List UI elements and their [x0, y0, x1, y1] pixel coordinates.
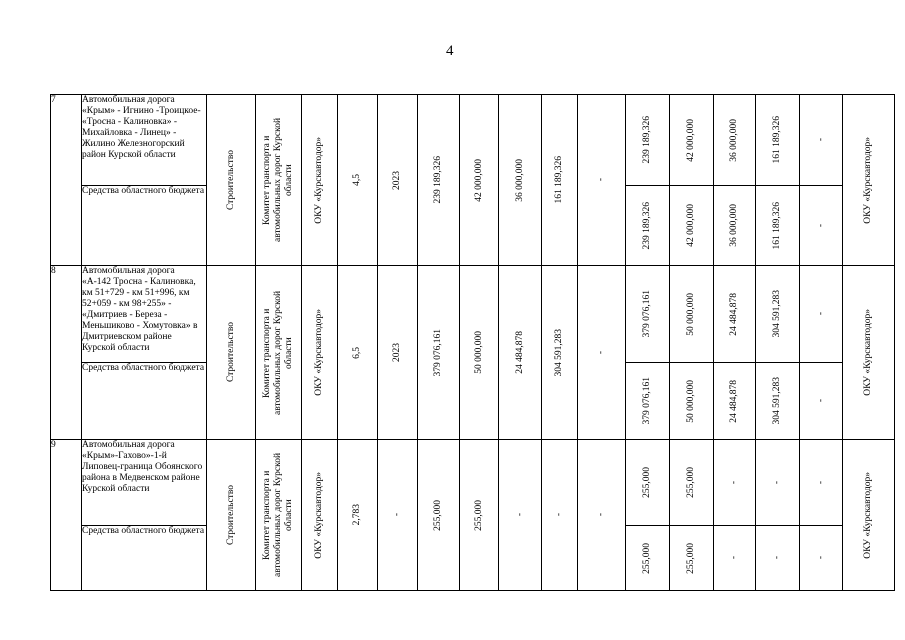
financing-regional-value: 42 000,000: [686, 204, 696, 247]
financing-regional-value: -: [729, 556, 739, 560]
row-number-cell: [51, 95, 82, 266]
customer-cell: [256, 266, 302, 440]
funding-source-cell: [82, 526, 207, 591]
financing-total-value: -: [729, 480, 739, 485]
length-cell: [338, 95, 378, 266]
financing-total-value: 50 000,000: [686, 292, 696, 336]
financing-total-cell: [756, 266, 800, 363]
contractor-cell: [302, 95, 338, 266]
table-row: [51, 266, 895, 363]
customer-cell: [256, 440, 302, 591]
cost-2023-cell: [460, 266, 499, 440]
work-type: Строительство: [225, 322, 236, 383]
commission-year: 2023: [392, 170, 402, 190]
row-number-cell: [51, 440, 82, 591]
total-cost-cell: [418, 95, 460, 266]
financing-total-cell: [670, 266, 714, 363]
object-name-cell: [82, 266, 207, 363]
total-cost-cell: [418, 266, 460, 440]
cost-2026-cell: [578, 266, 626, 440]
financing-total-value: 24 484,878: [729, 292, 739, 336]
funding-source: Средства областного бюджета: [82, 526, 205, 537]
year-cell: [378, 95, 418, 266]
object-name: Автомобильная дорога «Крым» - Игнино -Троицкое- «Тросна - Калиновка» - Михайловка - Линец» - Жилино Железногорский район Курской области: [82, 95, 201, 160]
financing-regional-value: 304 591,283: [772, 377, 782, 425]
commission-year: -: [392, 513, 402, 517]
commission-year: 2023: [392, 343, 402, 362]
length-km: 6,5: [352, 346, 362, 359]
cost-2025-cell: [542, 440, 578, 591]
contractor: ОКУ «Курскавтодор»: [314, 136, 324, 224]
work-type-cell: [207, 266, 256, 440]
customer: Комитет транспорта и автомобильных дорог Курской области: [262, 117, 294, 243]
financing-regional-cell: [756, 186, 800, 266]
financing-regional-value: 50 000,000: [686, 379, 696, 423]
funding-source: Средства областного бюджета: [82, 363, 205, 373]
financing-regional-cell: [800, 363, 843, 440]
financing-regional-value: 36 000,000: [729, 204, 739, 247]
financing-total-value: -: [815, 480, 826, 485]
cost-2023: 42 000,000: [473, 158, 484, 202]
financing-regional-cell: [714, 526, 756, 591]
cost-2023-cell: [460, 95, 499, 266]
customer: Комитет транспорта и автомобильных дорог Курской области: [262, 290, 294, 415]
cost-2023: 255,000: [473, 499, 484, 531]
financing-total-value: 379 076,161: [642, 290, 652, 338]
executor: ОКУ «Курскавтодор»: [863, 136, 873, 224]
financing-regional-value: 379 076,161: [642, 377, 652, 425]
financing-total-value: 36 000,000: [729, 118, 739, 162]
table-row: [51, 95, 895, 186]
contractor-cell: [302, 266, 338, 440]
financing-total-cell: [714, 440, 756, 526]
work-type: Строительство: [225, 149, 236, 211]
financing-total-value: -: [772, 480, 782, 485]
financing-total-value: 255,000: [642, 467, 652, 498]
financing-regional-value: 255,000: [642, 542, 652, 574]
total-cost-cell: [418, 440, 460, 591]
year-cell: [378, 440, 418, 591]
executor: ОКУ «Курскавтодор»: [863, 309, 873, 396]
financing-total-cell: [626, 440, 670, 526]
total-cost: 239 189,326: [433, 156, 443, 204]
financing-regional-value: -: [772, 556, 782, 560]
cost-2026: -: [596, 178, 606, 182]
cost-2026: -: [596, 350, 606, 355]
financing-regional-cell: [626, 526, 670, 591]
financing-regional-value: -: [815, 399, 826, 403]
financing-total-cell: [800, 95, 843, 186]
customer: Комитет транспорта и автомобильных дорог Курской области: [262, 452, 294, 578]
object-name-cell: [82, 95, 207, 186]
financing-regional-cell: [756, 526, 800, 591]
cost-2026: -: [596, 513, 606, 517]
cost-2025-cell: [542, 95, 578, 266]
financing-total-cell: [756, 440, 800, 526]
contractor: ОКУ «Курскавтодор»: [314, 309, 324, 396]
executor: ОКУ «Курскавтодор»: [863, 471, 873, 559]
financing-total-value: 255,000: [686, 467, 696, 498]
cost-2025: -: [554, 513, 564, 517]
executor-cell: [843, 440, 895, 591]
cost-2024-cell: [499, 440, 542, 591]
financing-regional-value: 161 189,326: [772, 201, 782, 250]
financing-total-value: 161 189,326: [772, 116, 782, 164]
work-type-cell: [207, 440, 256, 591]
total-cost: 255,000: [433, 499, 443, 531]
financing-total-cell: [756, 95, 800, 186]
object-name: Автомобильная дорога «А-142 Тросна - Калиновка, км 51+729 - км 51+996, км 52+059 - км 98+255» - «Дмитриев - Береза - Меньшиково - Хомутовка» в Дмитриевском районе Курской области: [82, 266, 198, 353]
road-objects-table: [50, 94, 895, 591]
financing-regional-cell: [714, 186, 756, 266]
financing-regional-cell: [800, 186, 843, 266]
financing-regional-cell: [756, 363, 800, 440]
object-name: Автомобильная дорога «Крым»-Гахово»-1-й Липовец-граница Обоянского района в Медвенском районе Курской области: [82, 440, 203, 494]
financing-regional-cell: [670, 526, 714, 591]
cost-2024: -: [514, 513, 525, 517]
work-type: Строительство: [225, 484, 236, 546]
table-row: [51, 440, 895, 526]
row-number-cell: [51, 266, 82, 440]
financing-total-cell: [714, 266, 756, 363]
executor-cell: [843, 95, 895, 266]
total-cost: 379 076,161: [433, 328, 443, 377]
row-number: 9: [51, 440, 56, 450]
financing-regional-cell: [626, 363, 670, 440]
financing-regional-cell: [670, 363, 714, 440]
financing-total-cell: [800, 440, 843, 526]
cost-2023-cell: [460, 440, 499, 591]
financing-total-value: 304 591,283: [772, 290, 782, 338]
financing-regional-cell: [670, 186, 714, 266]
financing-regional-value: 255,000: [686, 542, 696, 574]
work-type-cell: [207, 95, 256, 266]
financing-regional-value: -: [815, 223, 826, 228]
financing-total-cell: [670, 440, 714, 526]
funding-source-cell: [82, 363, 207, 440]
row-number: 8: [51, 266, 56, 276]
financing-total-value: 239 189,326: [642, 116, 652, 164]
cost-2024: 24 484,878: [514, 331, 525, 374]
cost-2025: 161 189,326: [554, 156, 564, 204]
financing-regional-value: -: [815, 556, 826, 560]
financing-total-cell: [800, 266, 843, 363]
length-cell: [338, 440, 378, 591]
cost-2025-cell: [542, 266, 578, 440]
funding-source-cell: [82, 186, 207, 266]
cost-2024: 36 000,000: [514, 158, 525, 202]
length-cell: [338, 266, 378, 440]
cost-2024-cell: [499, 266, 542, 440]
cost-2024-cell: [499, 95, 542, 266]
financing-total-cell: [626, 266, 670, 363]
cost-2026-cell: [578, 95, 626, 266]
financing-total-value: -: [815, 312, 826, 316]
length-km: 2,783: [352, 504, 362, 526]
length-km: 4,5: [352, 174, 362, 186]
financing-total-cell: [670, 95, 714, 186]
executor-cell: [843, 266, 895, 440]
contractor: ОКУ «Курскавтодор»: [314, 471, 324, 559]
page-number: 4: [446, 43, 454, 59]
financing-regional-cell: [714, 363, 756, 440]
cost-2026-cell: [578, 440, 626, 591]
financing-total-cell: [626, 95, 670, 186]
financing-total-value: 42 000,000: [686, 118, 696, 162]
financing-regional-value: 239 189,326: [642, 201, 652, 250]
financing-total-cell: [714, 95, 756, 186]
financing-regional-cell: [800, 526, 843, 591]
customer-cell: [256, 95, 302, 266]
year-cell: [378, 266, 418, 440]
cost-2023: 50 000,000: [473, 331, 484, 374]
contractor-cell: [302, 440, 338, 591]
financing-regional-value: 24 484,878: [729, 379, 739, 423]
cost-2025: 304 591,283: [554, 328, 564, 377]
object-name-cell: [82, 440, 207, 526]
financing-regional-cell: [626, 186, 670, 266]
financing-total-value: -: [815, 138, 826, 142]
funding-source: Средства областного бюджета: [82, 186, 205, 196]
row-number: 7: [51, 95, 56, 105]
